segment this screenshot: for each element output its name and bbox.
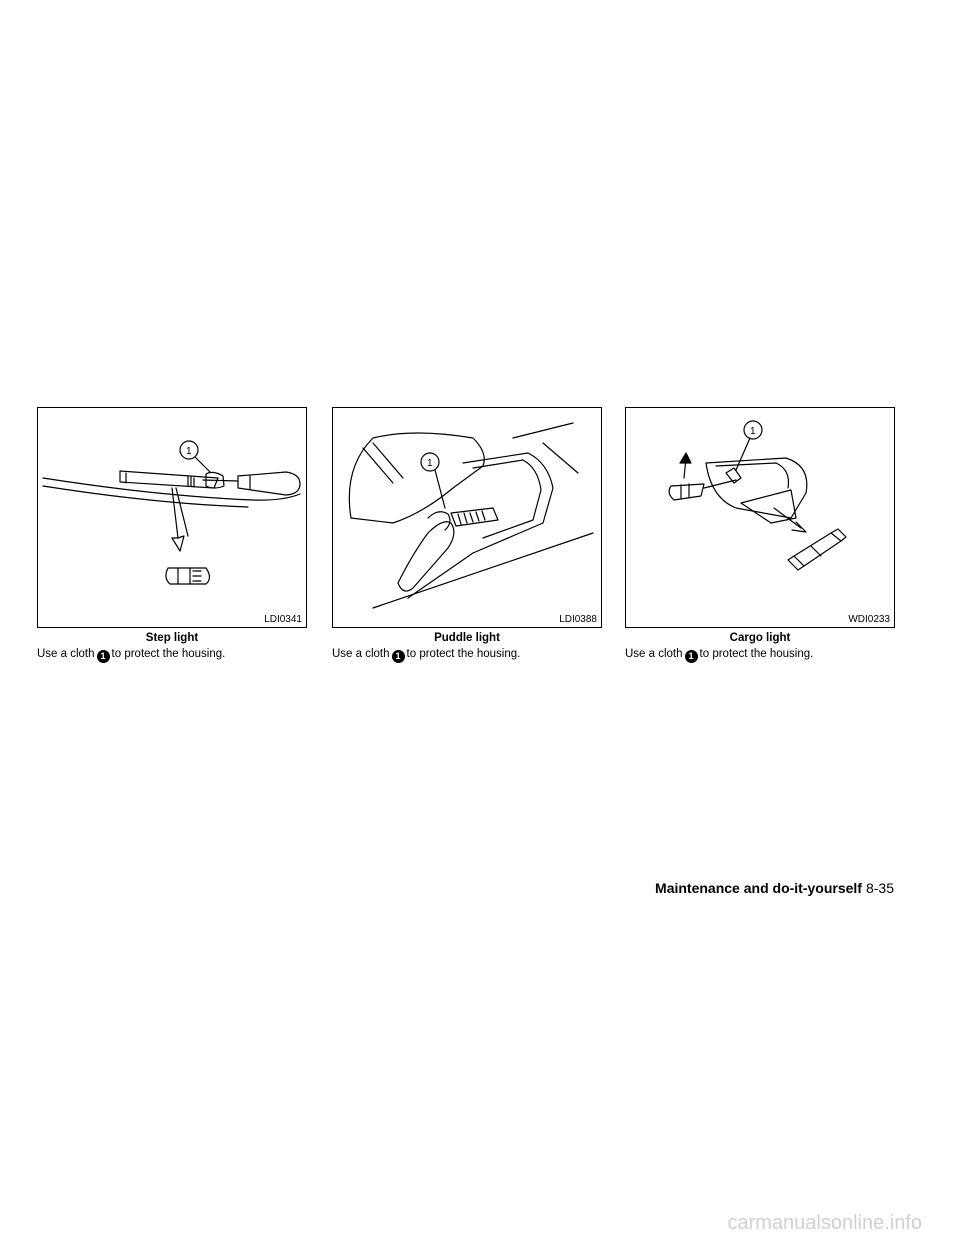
cargo-light-figure-code: WDI0233 bbox=[848, 614, 890, 625]
puddle-light-caption: Puddle light bbox=[434, 632, 500, 644]
page-footer bbox=[655, 880, 894, 896]
step-light-figure bbox=[37, 407, 307, 628]
cargo-light-text-after: to protect the housing. bbox=[699, 648, 814, 660]
footer-page-number: 8-35 bbox=[865, 880, 894, 896]
puddle-light-text bbox=[332, 648, 612, 663]
watermark: carmanualsonline.info bbox=[727, 1212, 922, 1234]
cargo-light-marker-icon: 1 bbox=[685, 650, 698, 663]
puddle-light-callout-number: 1 bbox=[427, 458, 433, 469]
puddle-light-figure-code: LDI0388 bbox=[559, 614, 597, 625]
cargo-light-illustration bbox=[626, 408, 894, 627]
cargo-light-text bbox=[625, 648, 905, 663]
step-light-illustration bbox=[38, 408, 306, 627]
step-light-marker-icon: 1 bbox=[97, 650, 110, 663]
cargo-light-text-before: Use a cloth bbox=[625, 648, 683, 660]
puddle-light-marker-icon: 1 bbox=[392, 650, 405, 663]
cargo-light-callout-number: 1 bbox=[750, 426, 756, 437]
puddle-light-text-after: to protect the housing. bbox=[406, 648, 521, 660]
step-light-caption: Step light bbox=[145, 632, 199, 644]
step-light-text bbox=[37, 648, 317, 663]
step-light-callout-number: 1 bbox=[186, 446, 192, 457]
step-light-text-after: to protect the housing. bbox=[111, 648, 226, 660]
cargo-light-figure bbox=[625, 407, 895, 628]
puddle-light-illustration bbox=[333, 408, 601, 627]
step-light-figure-code: LDI0341 bbox=[264, 614, 302, 625]
puddle-light-figure bbox=[332, 407, 602, 628]
footer-section-title: Maintenance and do-it-yourself bbox=[655, 880, 862, 896]
cargo-light-caption: Cargo light bbox=[729, 632, 791, 644]
step-light-text-before: Use a cloth bbox=[37, 648, 95, 660]
puddle-light-text-before: Use a cloth bbox=[332, 648, 390, 660]
